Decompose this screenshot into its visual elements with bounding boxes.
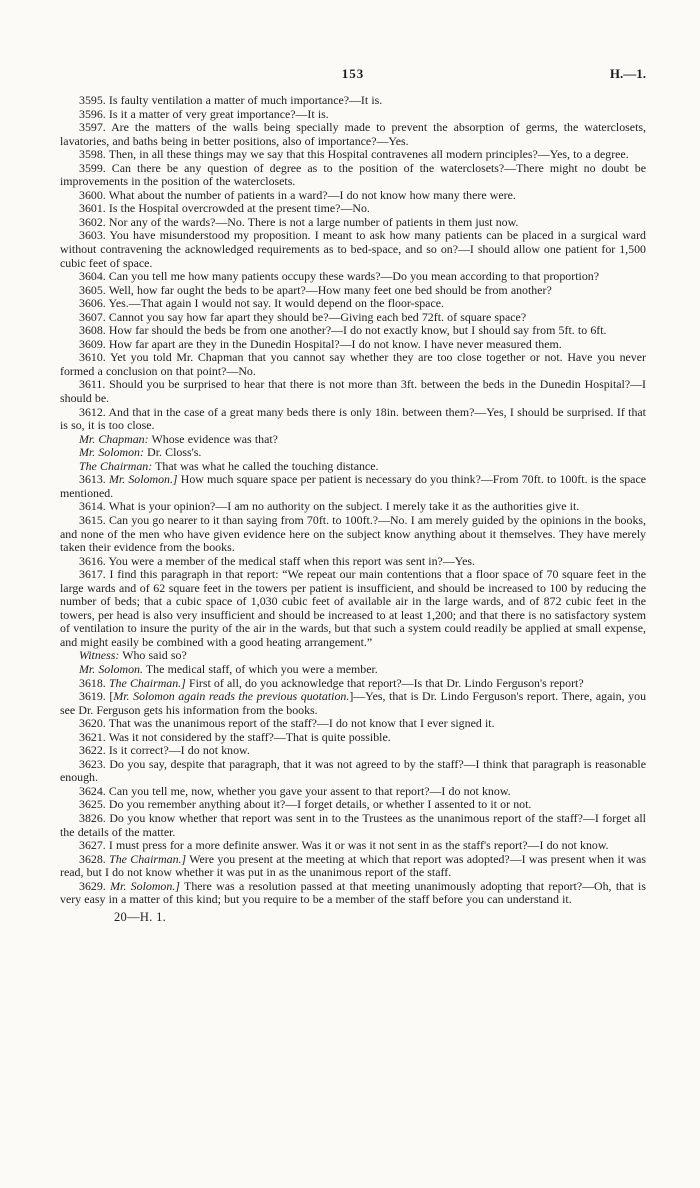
paragraph	[60, 270, 646, 284]
page-header	[60, 66, 646, 84]
paragraph-text: First of all, do you acknowledge that report?—Is that Dr. Lindo Ferguson's report?	[185, 675, 584, 690]
transcript-body	[60, 94, 646, 907]
paragraph	[60, 663, 646, 677]
paragraph-text: 3625. Do you remember anything about it?—I forget details, or whether I assented to it or not.	[79, 797, 532, 812]
paragraph	[60, 284, 646, 298]
paragraph-text: 3629.	[79, 878, 111, 893]
paragraph	[60, 853, 646, 880]
paragraph	[60, 500, 646, 514]
paragraph-text: 3627. I must press for a more definite answer. Was it or was it not sent in as the staff's report?—I do not know.	[79, 838, 609, 853]
speaker-label: The Chairman.]	[108, 675, 186, 690]
paragraph-text: The medical staff, of which you were a member.	[142, 661, 378, 676]
speaker-label: The Chairman:	[79, 458, 153, 473]
paragraph	[60, 324, 646, 338]
paragraph-text: 3605. Well, how far ought the beds to be apart?—How many feet one bed should be from another?	[79, 282, 552, 297]
speaker-label: Mr. Solomon.	[79, 661, 143, 676]
paragraph	[60, 677, 646, 691]
header-right-label: H.—1.	[609, 66, 646, 81]
speaker-label: Mr. Solomon again reads the previous quotation.	[113, 689, 350, 704]
paragraph	[60, 297, 646, 311]
paragraph-text: 3596. Is it a matter of very great importance?—It is.	[79, 106, 329, 121]
paragraph	[60, 162, 646, 189]
page-footer: 20—H. 1.	[114, 909, 167, 924]
paragraph-text: 3599. Can there be any question of degree as to the position of the waterclosets?—There might no doubt be improvements in the position of the waterclosets.	[60, 160, 646, 189]
paragraph-text: 3598. Then, in all these things may we say that this Hospital contravenes all modern principles?—Yes, to a degree.	[79, 147, 629, 162]
paragraph-text: 3609. How far apart are they in the Dunedin Hospital?—I do not know. I have never measured them.	[79, 336, 562, 351]
paragraph	[60, 649, 646, 663]
speaker-label: Mr. Chapman:	[79, 431, 149, 446]
paragraph	[60, 798, 646, 812]
paragraph-text: 3617. I find this paragraph in that report: “We repeat our main contentions that a floor space of 70 square feet in the large wards and of 62 square feet in the towers per patient is insufficient, and should be increased to 100 by reducing the number of beds; that a cubic space of 1,030 cubic feet of available air in the large wards, and of 872 cubic feet in the towers, per head is also very insufficient and should be increased to at least 1,200; and that there is no satisfactory system of ventilation to insure the purity of the air in the wards, but that such a system could readily be applied at small expense, and might easily be combined with a good heating arrangement.”	[60, 567, 646, 649]
speaker-label: The Chairman.]	[109, 851, 187, 866]
paragraph-text: 3624. Can you tell me, now, whether you gave your assent to that report?—I do not know.	[79, 783, 511, 798]
speaker-label: Mr. Solomon:	[79, 445, 144, 460]
paragraph-text: Dr. Closs's.	[143, 445, 202, 460]
paragraph-text: 3619. [	[79, 689, 114, 704]
paragraph-text: That was what he called the touching distance.	[152, 458, 379, 473]
paragraph-text: 3602. Nor any of the wards?—No. There is not a large number of patients in them just now.	[79, 214, 519, 229]
paragraph-text: 3623. Do you say, despite that paragraph, that it was not agreed to by the staff?—I think that paragraph is reasonable enough.	[60, 756, 646, 785]
paragraph	[60, 514, 646, 555]
paragraph	[60, 839, 646, 853]
paragraph	[60, 731, 646, 745]
paragraph-text: 3620. That was the unanimous report of the staff?—I do not know that I ever signed it.	[79, 716, 495, 731]
paragraph	[60, 406, 646, 433]
paragraph-text: 3618.	[79, 675, 109, 690]
speaker-label: Witness:	[79, 648, 120, 663]
paragraph	[60, 433, 646, 447]
paragraph-text: 3616. You were a member of the medical staff when this report was sent in?—Yes.	[79, 553, 475, 568]
paragraph	[60, 744, 646, 758]
paragraph-text: 3607. Cannot you say how far apart they should be?—Giving each bed 72ft. of square space?	[79, 309, 527, 324]
paragraph	[60, 378, 646, 405]
paragraph	[60, 229, 646, 270]
paragraph-text: 3826. Do you know whether that report was sent in to the Trustees as the unanimous report of the staff?—I forget all the details of the matter.	[60, 810, 646, 839]
paragraph-text: ]—Yes, that is Dr. Lindo Ferguson's report. There, again, you see Dr. Ferguson gets his information from the books.	[60, 689, 647, 717]
paragraph	[60, 351, 646, 378]
page-number: 153	[341, 66, 365, 81]
paragraph-text: 3612. And that in the case of a great many beds there is only 18in. between them?—Yes, I should be surprised. If that is so, it is too close.	[60, 404, 646, 433]
paragraph-text: 3606. Yes.—That again I would not say. It would depend on the floor-space.	[79, 296, 444, 311]
paragraph	[60, 460, 646, 474]
paragraph	[60, 338, 646, 352]
paragraph	[60, 785, 646, 799]
paragraph-text: 3608. How far should the beds be from one another?—I do not exactly know, but I should say from 5ft. to 6ft.	[79, 323, 607, 338]
paragraph-text: 3611. Should you be surprised to hear that there is not more than 3ft. between the beds in the Dunedin Hospital?—I should be.	[60, 377, 646, 406]
paragraph	[60, 812, 646, 839]
paragraph-text: 3615. Can you go nearer to it than saying from 70ft. to 100ft.?—No. I am merely guided by the opinions in the books, and none of the men who have given evidence here on the subject know anything about it themselves. They have merely taken their evidence from the books.	[60, 512, 646, 555]
paragraph	[60, 473, 646, 500]
paragraph-text: Who said so?	[119, 648, 187, 663]
paragraph-text: 3610. Yet you told Mr. Chapman that you cannot say whether they are too close together or not. Have you never formed a conclusion on that point?—No.	[60, 350, 646, 378]
paragraph	[60, 568, 646, 649]
paragraph-text: 3628.	[79, 851, 110, 866]
paragraph	[60, 216, 646, 230]
paragraph-text: 3622. Is it correct?—I do not know.	[79, 743, 250, 758]
paragraph-text: Were you present at the meeting at which that report was adopted?—I was present when it was read, but I do not know whether it was put in as the unanimous report of the staff.	[60, 851, 646, 880]
paragraph	[60, 446, 646, 460]
paragraph	[60, 690, 646, 717]
paragraph-text: 3614. What is your opinion?—I am no authority on the subject. I merely take it as the authorities give it.	[79, 499, 580, 514]
paragraph	[60, 189, 646, 203]
speaker-label: Mr. Solomon.]	[108, 472, 178, 487]
paragraph-text: 3603. You have misunderstood my proposition. I meant to ask how many patients can be placed in a surgical ward without contravening the acknowledged requirements as to bed-space, and so on?—I should allow one patient for 1,500 cubic feet of space.	[60, 228, 646, 270]
speaker-label: Mr. Solomon.]	[110, 878, 180, 893]
paragraph	[60, 202, 646, 216]
paragraph	[60, 148, 646, 162]
paragraph-text: 3595. Is faulty ventilation a matter of much importance?—It is.	[79, 93, 383, 107]
paragraph-text: 3597. Are the matters of the walls being specially made to prevent the absorption of germs, the waterclosets, lavatories, and baths being in better positions, also of importance?—Yes.	[60, 120, 646, 148]
paragraph	[60, 555, 646, 569]
paragraph-text: 3613.	[79, 472, 109, 487]
paragraph	[60, 94, 646, 108]
paragraph	[60, 311, 646, 325]
paragraph-text: 3604. Can you tell me how many patients occupy these wards?—Do you mean according to that proportion?	[79, 269, 599, 284]
paragraph	[60, 717, 646, 731]
paragraph	[60, 121, 646, 148]
paragraph	[60, 108, 646, 122]
paragraph-text: There was a resolution passed at that meeting unanimously adopting that report?—Oh, that is very easy in a matter of this kind; but you require to be a member of the staff before you can understand it.	[60, 878, 646, 907]
paragraph	[60, 758, 646, 785]
paragraph-text: 3601. Is the Hospital overcrowded at the present time?—No.	[79, 201, 370, 216]
paragraph-text: 3621. Was it not considered by the staff?—That is quite possible.	[79, 729, 391, 744]
paragraph-text: 3600. What about the number of patients in a ward?—I do not know how many there were.	[79, 187, 516, 202]
paragraph	[60, 880, 646, 907]
paragraph-text: Whose evidence was that?	[148, 431, 278, 446]
paragraph-text: How much square space per patient is necessary do you think?—From 70ft. to 100ft. is the space mentioned.	[60, 472, 646, 500]
